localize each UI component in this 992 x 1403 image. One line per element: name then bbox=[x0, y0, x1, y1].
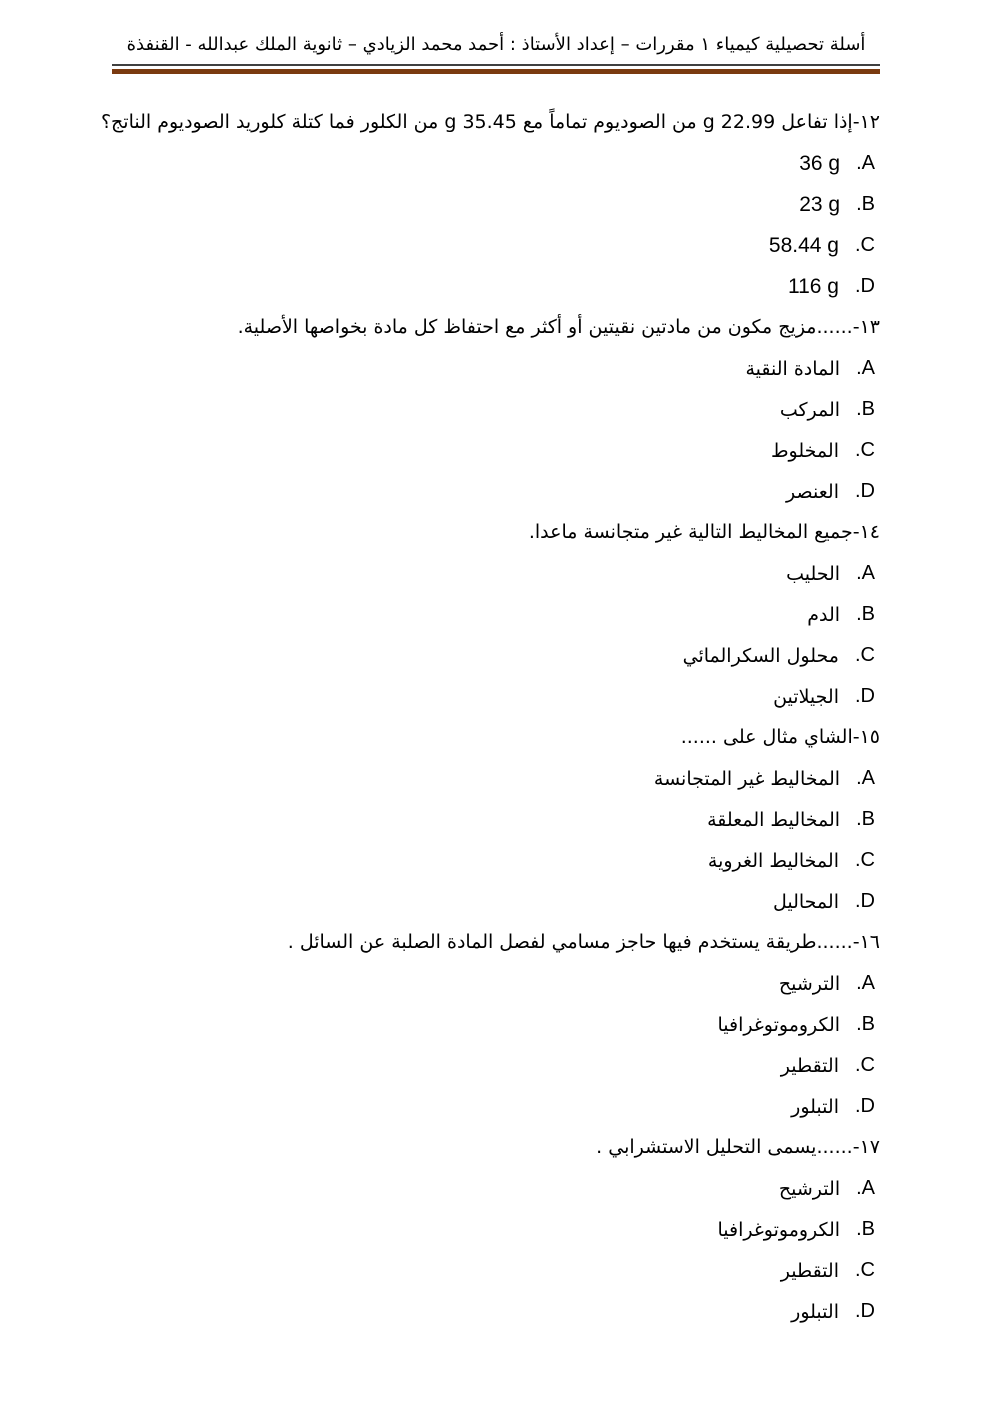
option-marker: . B bbox=[856, 398, 875, 421]
option-marker: . B bbox=[856, 808, 875, 831]
option-label: المخاليط المعلقة bbox=[707, 808, 841, 831]
question-12-option-a bbox=[112, 143, 880, 184]
option-marker: . D bbox=[855, 275, 875, 298]
question-12-option-b bbox=[112, 184, 880, 225]
option-marker: . C bbox=[855, 1259, 875, 1282]
question-17-option-c bbox=[112, 1250, 880, 1291]
option-marker: . C bbox=[855, 1054, 875, 1077]
question-15-option-c bbox=[112, 840, 880, 881]
option-marker: . A bbox=[856, 357, 875, 380]
option-label: الكروموتوغرافيا bbox=[717, 1218, 841, 1241]
option-label: الكروموتوغرافيا bbox=[717, 1013, 841, 1036]
option-marker: . D bbox=[855, 1095, 875, 1118]
question-14-option-d bbox=[112, 676, 880, 717]
option-label: 116 g bbox=[787, 274, 839, 298]
question-13-option-c bbox=[112, 430, 880, 471]
option-label: التبلور bbox=[791, 1095, 839, 1118]
option-label: المخاليط الغروية bbox=[707, 849, 839, 872]
option-label: المخاليط غير المتجانسة bbox=[653, 767, 841, 790]
question-14-option-c bbox=[112, 635, 880, 676]
question-13-option-d bbox=[112, 471, 880, 512]
question-16-option-a bbox=[112, 963, 880, 1004]
option-marker: . A bbox=[856, 152, 875, 175]
question-17-text: ١٧-......يسمى التحليل الاستشرابي . bbox=[596, 1136, 880, 1158]
questions-list bbox=[100, 102, 880, 1332]
option-label: الحليب bbox=[786, 562, 841, 585]
question-14-text: ١٤-جميع المخاليط التالية غير متجانسة ماعدا. bbox=[528, 521, 880, 543]
question-12-option-c bbox=[112, 225, 880, 266]
option-marker: . D bbox=[855, 480, 875, 503]
header-rule bbox=[112, 64, 880, 74]
option-marker: . B bbox=[856, 193, 875, 216]
question-17-option-a bbox=[112, 1168, 880, 1209]
option-label: الجيلاتين bbox=[773, 685, 839, 708]
option-marker: . A bbox=[856, 1177, 875, 1200]
option-label: 36 g bbox=[799, 151, 841, 175]
question-14-option-a bbox=[112, 553, 880, 594]
question-16-option-c bbox=[112, 1045, 880, 1086]
question-12-option-d bbox=[112, 266, 880, 307]
question-15-option-a bbox=[112, 758, 880, 799]
question-14-option-b bbox=[112, 594, 880, 635]
question-15-option-d bbox=[112, 881, 880, 922]
question-15-option-b bbox=[112, 799, 880, 840]
question-13-option-a bbox=[112, 348, 880, 389]
option-label: التقطير bbox=[780, 1259, 839, 1282]
option-marker: . D bbox=[855, 890, 875, 913]
question-17-option-d bbox=[112, 1291, 880, 1332]
option-label: التبلور bbox=[791, 1300, 839, 1323]
option-marker: . B bbox=[856, 1013, 875, 1036]
question-16-option-b bbox=[112, 1004, 880, 1045]
question-17-option-b bbox=[112, 1209, 880, 1250]
option-label: المخلوط bbox=[770, 439, 839, 462]
option-label: المادة النقية bbox=[745, 357, 841, 380]
option-label: المركب bbox=[779, 398, 841, 421]
question-12-text: ١٢-إذا تفاعل 22.99 g من الصوديوم تماماً مع 35.45 g من الكلور فما كتلة كلوريد الصوديوم الناتج؟ bbox=[100, 111, 880, 133]
header-rule-thick-line bbox=[112, 69, 880, 74]
question-13-option-b bbox=[112, 389, 880, 430]
question-16-text: ١٦-......طريقة يستخدم فيها حاجز مسامي لفصل المادة الصلبة عن السائل . bbox=[287, 931, 880, 953]
question-16-option-d bbox=[112, 1086, 880, 1127]
question-13-text: ١٣-......مزيج مكون من مادتين نقيتين أو أكثر مع احتفاظ كل مادة بخواصها الأصلية. bbox=[237, 316, 880, 338]
option-marker: . B bbox=[856, 603, 875, 626]
option-label: العنصر bbox=[786, 480, 839, 503]
option-label: محلول السكرالمائي bbox=[682, 644, 839, 667]
option-label: 23 g bbox=[799, 192, 841, 216]
option-label: الترشيح bbox=[778, 972, 841, 995]
option-marker: . D bbox=[855, 685, 875, 708]
document-header-title: أسلة تحصيلية كيمياء ١ مقررات – إعداد الأستاذ : أحمد محمد الزيادي – ثانوية الملك عبدالله - القنفذة bbox=[126, 34, 866, 55]
option-label: الترشيح bbox=[778, 1177, 841, 1200]
option-marker: . C bbox=[855, 849, 875, 872]
option-marker: . A bbox=[856, 767, 875, 790]
option-marker: . A bbox=[856, 972, 875, 995]
option-marker: . B bbox=[856, 1218, 875, 1241]
option-marker: . C bbox=[855, 439, 875, 462]
option-marker: . D bbox=[855, 1300, 875, 1323]
option-label: التقطير bbox=[780, 1054, 839, 1077]
question-15-text: ١٥-الشاي مثال على ...... bbox=[680, 726, 880, 748]
option-label: الدم bbox=[807, 603, 841, 626]
option-marker: . C bbox=[855, 644, 875, 667]
option-label: 58.44 g bbox=[768, 233, 839, 257]
option-marker: . A bbox=[856, 562, 875, 585]
option-marker: . C bbox=[855, 234, 875, 257]
option-label: المحاليل bbox=[772, 890, 839, 913]
